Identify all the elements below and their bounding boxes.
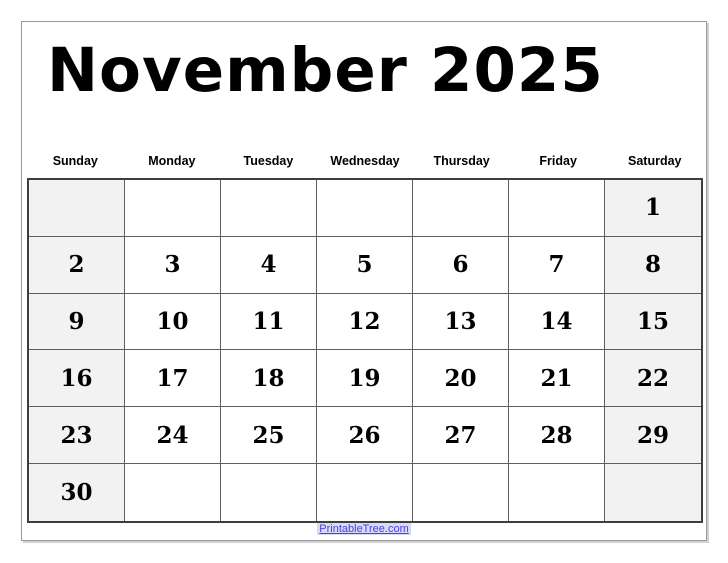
- day-number: 22: [636, 364, 669, 392]
- day-cell-15: [605, 294, 701, 351]
- day-cell-20: [413, 350, 509, 407]
- day-number: 21: [540, 364, 573, 392]
- day-cell-empty: [221, 180, 317, 237]
- calendar-page: [21, 21, 707, 541]
- weekday-header-saturday: Saturday: [628, 154, 682, 168]
- day-cell-empty: [509, 180, 605, 237]
- day-cell-empty: [413, 180, 509, 237]
- weekday-header-tuesday: Tuesday: [243, 154, 294, 168]
- day-number: 25: [252, 421, 285, 449]
- day-number: 26: [348, 421, 381, 449]
- day-number: 11: [252, 308, 285, 336]
- day-cell-28: [509, 407, 605, 464]
- day-cell-11: [221, 294, 317, 351]
- day-cell-2: [29, 237, 125, 294]
- day-number: 15: [636, 308, 669, 336]
- day-cell-25: [221, 407, 317, 464]
- day-cell-5: [317, 237, 413, 294]
- day-number: 3: [164, 251, 181, 279]
- calendar-grid: [27, 178, 703, 523]
- day-cell-3: [125, 237, 221, 294]
- day-cell-19: [317, 350, 413, 407]
- weekday-header-friday: Friday: [539, 154, 577, 168]
- calendar-title: November 2025: [47, 35, 604, 106]
- day-number: 24: [156, 421, 189, 449]
- day-number: 13: [444, 308, 477, 336]
- day-number: 10: [156, 308, 189, 336]
- day-number: 2: [68, 251, 85, 279]
- day-cell-17: [125, 350, 221, 407]
- day-cell-14: [509, 294, 605, 351]
- day-number: 27: [444, 421, 477, 449]
- day-cell-30: [29, 464, 125, 521]
- day-cell-12: [317, 294, 413, 351]
- day-cell-13: [413, 294, 509, 351]
- day-number: 18: [252, 364, 285, 392]
- day-cell-empty: [413, 464, 509, 521]
- day-cell-empty: [317, 464, 413, 521]
- day-cell-21: [509, 350, 605, 407]
- day-cell-empty: [509, 464, 605, 521]
- day-cell-10: [125, 294, 221, 351]
- day-number: 28: [540, 421, 573, 449]
- day-number: 1: [644, 194, 661, 222]
- day-cell-23: [29, 407, 125, 464]
- day-number: 20: [444, 364, 477, 392]
- weekday-header-sunday: Sunday: [52, 154, 98, 168]
- day-number: 29: [636, 421, 669, 449]
- day-number: 12: [348, 308, 381, 336]
- day-cell-27: [413, 407, 509, 464]
- day-number: 23: [60, 421, 93, 449]
- day-number: 8: [644, 251, 661, 279]
- day-number: 5: [356, 251, 373, 279]
- day-number: 30: [60, 479, 93, 507]
- day-number: 17: [156, 364, 189, 392]
- day-cell-1: [605, 180, 701, 237]
- day-cell-8: [605, 237, 701, 294]
- day-cell-26: [317, 407, 413, 464]
- day-cell-22: [605, 350, 701, 407]
- printabletree-link[interactable]: PrintableTree.com: [319, 523, 409, 535]
- day-cell-empty: [125, 180, 221, 237]
- day-number: 6: [452, 251, 469, 279]
- day-cell-18: [221, 350, 317, 407]
- weekday-header-row: [27, 154, 703, 168]
- day-cell-empty: [605, 464, 701, 521]
- day-cell-empty: [29, 180, 125, 237]
- weekday-header-thursday: Thursday: [433, 154, 490, 168]
- day-number: 16: [60, 364, 93, 392]
- weekday-header-monday: Monday: [148, 154, 196, 168]
- day-number: 14: [540, 308, 573, 336]
- day-cell-7: [509, 237, 605, 294]
- day-number: 19: [348, 364, 381, 392]
- weekday-header-wednesday: Wednesday: [330, 154, 400, 168]
- day-number: 7: [548, 251, 565, 279]
- day-cell-24: [125, 407, 221, 464]
- day-cell-6: [413, 237, 509, 294]
- day-cell-empty: [221, 464, 317, 521]
- day-cell-4: [221, 237, 317, 294]
- day-number: 4: [260, 251, 277, 279]
- footer: [22, 519, 706, 537]
- day-cell-9: [29, 294, 125, 351]
- day-cell-empty: [317, 180, 413, 237]
- day-cell-29: [605, 407, 701, 464]
- day-number: 9: [68, 308, 85, 336]
- day-cell-16: [29, 350, 125, 407]
- day-cell-empty: [125, 464, 221, 521]
